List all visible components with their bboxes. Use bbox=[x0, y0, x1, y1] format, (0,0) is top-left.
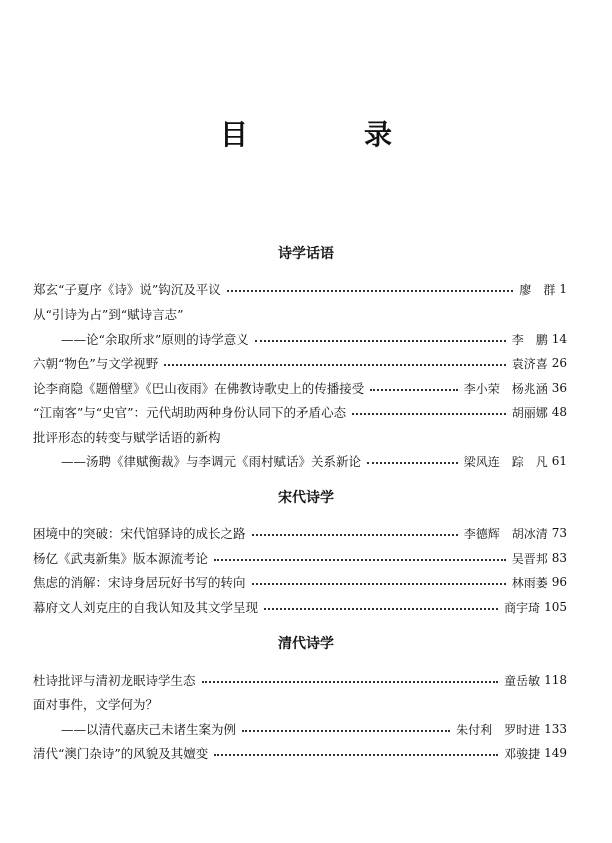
entry-author: 吴晋邦 bbox=[511, 551, 548, 566]
leader-dots bbox=[352, 413, 506, 415]
leader-dots bbox=[252, 534, 458, 536]
page-title: 目 录 bbox=[219, 118, 436, 151]
toc-entry[interactable] bbox=[33, 572, 567, 592]
entry-subtitle: ——以清代嘉庆己未诸生案为例 bbox=[61, 722, 237, 737]
entry-page: 36 bbox=[551, 381, 567, 395]
entry-title: 杨亿《武夷新集》版本源流考论 bbox=[33, 551, 209, 566]
toc-entry-heading[interactable] bbox=[33, 694, 158, 714]
toc-entry[interactable] bbox=[33, 451, 567, 471]
entry-author: 邓骏捷 bbox=[504, 746, 541, 761]
entry-title: 面对事件，文学何为？ bbox=[33, 697, 159, 712]
leader-dots bbox=[242, 730, 450, 732]
section-heading-song-poetics: 宋代诗学 bbox=[278, 490, 334, 506]
entry-page: 73 bbox=[551, 526, 567, 540]
entry-author: 朱付利 罗时进 bbox=[456, 722, 541, 737]
entry-author: 林雨萎 bbox=[511, 575, 548, 590]
entry-title: 清代“澳门杂诗”的风貌及其嬗变 bbox=[33, 746, 209, 761]
entry-author: 童岳敏 bbox=[504, 673, 541, 688]
entry-page: 105 bbox=[544, 600, 567, 614]
toc-entry[interactable] bbox=[33, 743, 567, 763]
entry-author: 廖 群 bbox=[519, 282, 556, 297]
entry-author: 李德辉 胡冰清 bbox=[463, 526, 548, 541]
entry-author: 李小荣 杨兆涵 bbox=[463, 381, 548, 396]
toc-entry[interactable] bbox=[33, 378, 567, 398]
entry-page: 149 bbox=[544, 746, 567, 760]
entry-title: “江南客”与“史官”：元代胡助两种身份认同下的矛盾心态 bbox=[33, 405, 347, 420]
entry-page: 133 bbox=[544, 722, 567, 736]
entry-subtitle: ——汤聘《律赋衡裁》与李调元《雨村赋话》关系新论 bbox=[61, 454, 362, 469]
leader-dots bbox=[370, 389, 457, 391]
toc-entry-heading[interactable] bbox=[33, 304, 184, 324]
section-heading-poetics-discourse: 诗学话语 bbox=[278, 246, 334, 262]
leader-dots bbox=[214, 754, 498, 756]
toc-entry[interactable] bbox=[33, 670, 567, 690]
entry-title: 幕府文人刘克庄的自我认知及其文学呈现 bbox=[33, 600, 259, 615]
entry-page: 14 bbox=[551, 332, 567, 346]
entry-title: 焦虑的消解：宋诗身居玩好书写的转向 bbox=[33, 575, 246, 590]
toc-entry[interactable] bbox=[33, 597, 567, 617]
leader-dots bbox=[255, 340, 506, 342]
entry-title: 六朝“物色”与文学视野 bbox=[33, 356, 159, 371]
toc-entry[interactable] bbox=[33, 719, 567, 739]
toc-entry[interactable] bbox=[33, 548, 567, 568]
entry-page: 48 bbox=[551, 405, 567, 419]
toc-entry[interactable] bbox=[33, 353, 567, 373]
entry-page: 118 bbox=[544, 673, 567, 687]
leader-dots bbox=[164, 364, 505, 366]
leader-dots bbox=[227, 290, 514, 292]
leader-dots bbox=[264, 608, 498, 610]
entry-title: 困境中的突破：宋代馆驿诗的成长之路 bbox=[33, 526, 246, 541]
entry-page: 83 bbox=[551, 551, 567, 565]
entry-author: 袁济喜 bbox=[511, 356, 548, 371]
entry-page: 61 bbox=[551, 454, 567, 468]
leader-dots bbox=[202, 681, 499, 683]
entry-title: 郑玄“子夏序《诗》说”钩沉及平议 bbox=[33, 282, 221, 297]
toc-entry-heading[interactable] bbox=[33, 427, 221, 447]
entry-title: 批评形态的转变与赋学话语的新构 bbox=[33, 430, 221, 445]
entry-title: 从“引诗为占”到“赋诗言志” bbox=[33, 307, 184, 322]
leader-dots bbox=[214, 559, 506, 561]
entry-title: 论李商隐《题僧壁》《巴山夜雨》在佛教诗歌史上的传播接受 bbox=[33, 381, 365, 396]
toc-entry[interactable] bbox=[33, 279, 567, 299]
entry-subtitle: ——论“余取所求”原则的诗学意义 bbox=[61, 332, 249, 347]
entry-title: 杜诗批评与清初龙眠诗学生态 bbox=[33, 673, 196, 688]
toc-entry[interactable] bbox=[33, 402, 567, 422]
entry-page: 96 bbox=[551, 575, 567, 589]
entry-author: 胡丽娜 bbox=[511, 405, 548, 420]
leader-dots bbox=[367, 462, 458, 464]
leader-dots bbox=[252, 583, 506, 585]
entry-page: 26 bbox=[551, 356, 567, 370]
entry-page: 1 bbox=[559, 282, 567, 296]
entry-author: 李 鹏 bbox=[511, 332, 548, 347]
section-heading-qing-poetics: 清代诗学 bbox=[278, 636, 334, 652]
entry-author: 梁风连 踪 凡 bbox=[463, 454, 548, 469]
toc-entry[interactable] bbox=[33, 523, 567, 543]
entry-author: 商宇琦 bbox=[504, 600, 541, 615]
toc-entry[interactable] bbox=[33, 329, 567, 349]
